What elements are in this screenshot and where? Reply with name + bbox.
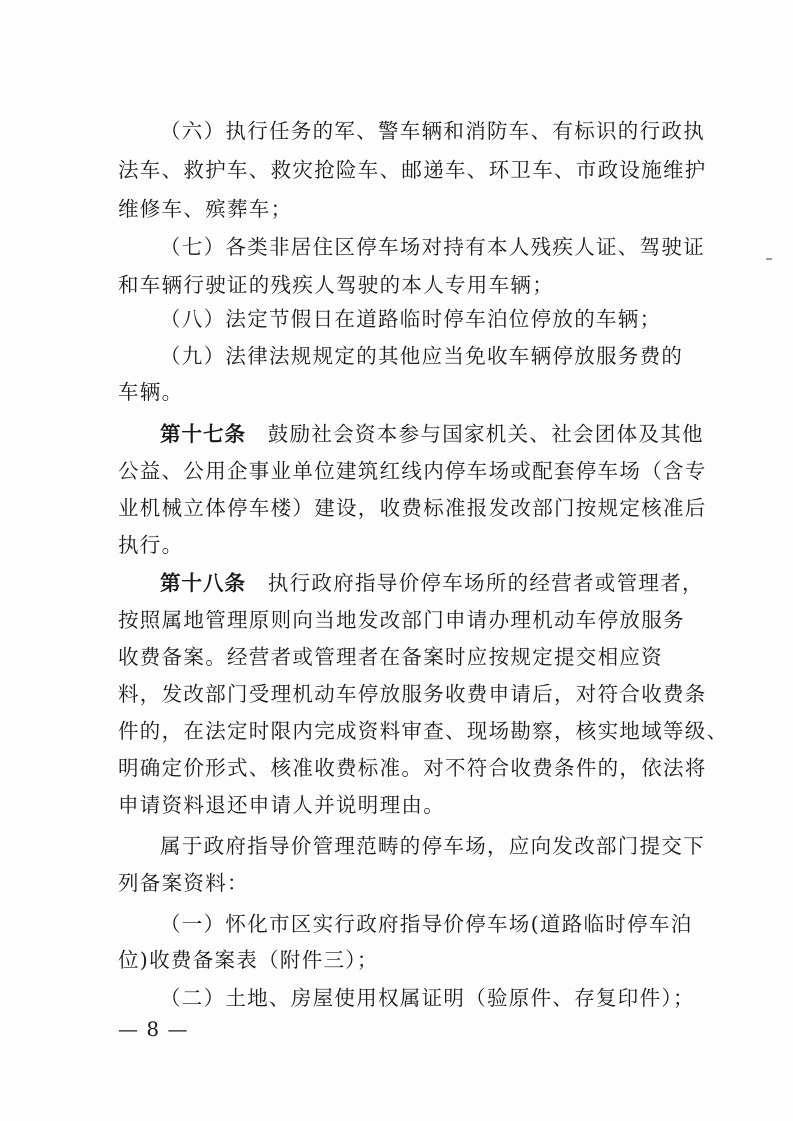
text-line: 业机械立体停车楼）建设，收费标准报发改部门按规定核准后 — [118, 496, 707, 520]
text-line: 位)收费备案表（附件三）； — [118, 948, 379, 972]
text-line: 件的，在法定时限内完成资料审查、现场勘察，核实地域等级、 — [118, 719, 729, 743]
text-line: （二）土地、房屋使用权属证明（验原件、存复印件）； — [160, 986, 695, 1010]
text-line: 公益、公用企事业单位建筑红线内停车场或配套停车场（含专 — [118, 459, 707, 483]
text-line: 和车辆行驶证的残疾人驾驶的本人专用车辆； — [118, 273, 554, 297]
text-line: 执行。 — [118, 533, 184, 557]
text-line: 申请资料退还申请人并说明理由。 — [118, 793, 445, 817]
scan-mark — [766, 258, 772, 260]
text-line: 车辆。 — [118, 380, 184, 404]
text-line: 维修车、殡葬车； — [118, 197, 293, 221]
text-line: 明确定价形式、核准收费标准。对不符合收费条件的，依法将 — [118, 756, 707, 780]
text-line: 列备案资料： — [118, 871, 249, 895]
text-line: 执行政府指导价停车场所的经营者或管理者， — [246, 571, 704, 595]
text-line: （七）各类非居住区停车场对持有本人残疾人证、驾驶证 — [160, 235, 705, 259]
article-heading: 第十八条 — [160, 571, 246, 595]
text-line: （九）法律法规规定的其他应当免收车辆停放服务费的 — [160, 344, 684, 368]
text-line: 按照属地管理原则向当地发改部门申请办理机动车停放服务 — [118, 608, 685, 632]
text-line: 属于政府指导价管理范畴的停车场，应向发改部门提交下 — [160, 834, 705, 858]
article-paragraph-start — [160, 419, 704, 449]
text-line: （六）执行任务的军、警车辆和消防车、有标识的行政执 — [160, 119, 705, 143]
text-line: 料，发改部门受理机动车停放服务收费申请后，对符合收费条 — [118, 682, 707, 706]
text-line: （一）怀化市区实行政府指导价停车场(道路临时停车泊 — [160, 912, 693, 936]
article-heading: 第十七条 — [160, 422, 246, 446]
page-number: — 8 — — [118, 1017, 189, 1041]
text-line: （八）法定节假日在道路临时停车泊位停放的车辆； — [160, 307, 662, 331]
article-paragraph-start — [160, 568, 704, 598]
text-line: 收费备案。经营者或管理者在备案时应按规定提交相应资 — [118, 645, 663, 669]
text-line: 鼓励社会资本参与国家机关、社会团体及其他 — [246, 422, 704, 446]
text-line: 法车、救护车、救灾抢险车、邮递车、环卫车、市政设施维护 — [118, 158, 707, 182]
